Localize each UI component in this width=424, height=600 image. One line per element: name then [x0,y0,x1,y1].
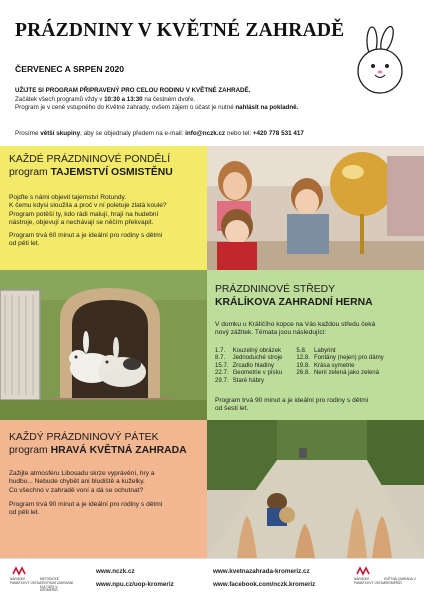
photo-children-golden-ball [207,146,424,270]
link-npu[interactable]: www.npu.cz/uop-kromeriz [96,581,174,588]
schedule-topic [314,377,388,384]
footer-logo-right-unit: KVĚTNÁ ZAHRADA V KROMĚŘÍŽI [384,577,416,585]
schedule-row [215,377,388,384]
schedule-topic: Jednoduché stroje [232,354,283,362]
friday-program: program HRAVÁ KVĚTNÁ ZAHRADA [9,444,187,456]
schedule-row [215,369,388,376]
schedule-topic: Není zelená jako zelená [313,369,379,377]
schedule-topic: Geometrie v písku [232,369,283,377]
monday-heading: KAŽDÉ PRÁZDNINOVÉ PONDĚLÍ [9,154,171,165]
rabbit-mascot-icon [352,26,410,98]
schedule-date: 1.7. [215,347,226,354]
wednesday-schedule [215,347,388,384]
friday-panel [0,420,207,558]
schedule-topic: Fontány (nejen) pro dámy [313,354,384,362]
schedule-topic: Zrcadlo hladiny [232,361,274,369]
photo-garden-bowling [207,420,424,558]
schedule-row [215,347,388,354]
link-nczk[interactable]: www.nczk.cz [96,568,135,575]
schedule-date: 15.7. [215,361,229,369]
wednesday-duration: Program trvá 90 minut a je ideální pro rodiny s dětmi od šesti let. [215,397,369,413]
schedule-topic: Staré hábry [232,376,265,384]
contact-phone: +420 778 531 417 [252,130,304,137]
monday-program: program TAJEMSTVÍ OSMISTĚNU [9,166,173,178]
footer-logo-left-org: NÁRODNÍ PAMÁTKOVÝ ÚSTAV [10,577,41,585]
link-facebook[interactable]: www.facebook.com/nczk.kromeriz [213,581,316,588]
photo-rabbits [0,270,207,420]
wednesday-heading: PRÁZDNINOVÉ STŘEDY [215,284,336,295]
contact-email: info@nczk.cz [185,130,226,137]
schedule-topic: Labyrint [313,347,336,354]
schedule-date: 26.8. [296,369,310,377]
friday-heading: KAŽDÝ PRÁZDNINOVÝ PÁTEK [9,432,159,443]
schedule-row [215,362,388,369]
wednesday-panel [207,270,424,420]
schedule-date: 8.7. [215,354,226,362]
schedule-date: 22.7. [215,369,229,377]
poster-title: PRÁZDNINY V KVĚTNÉ ZAHRADĚ [15,20,345,41]
intro-text: UŽIJTE SI PROGRAM PŘIPRAVENÝ PRO CELOU RODINU V KVĚTNÉ ZAHRADĚ. Začátek všech programů vždy v 10:30 a 13:30 na čestném dvoře. Program je v ceně vstupného do Květné zahrady, ovšem zájem o účast je nutné nahlásit na pokladně. [15,87,299,112]
schedule-date: 19.8. [296,361,310,369]
footer-logo-left-unit: METODICKÉ CENTRUM ZAHRADNÍ KULTURY V KROMĚŘÍŽI [40,577,74,593]
footer-divider [0,558,424,559]
wednesday-description: V domku u Králíčího kopce na Vás každou středu čeká nový zážitek. Témata jsou následující: [215,321,376,337]
schedule-date: 5.8. [296,347,307,354]
schedule-topic: Kouzelný obrázek [232,347,282,354]
monday-description: Pojďte s námi objevit tajemství Rotundy. K čemu kdysi sloužila a proč v ní poletuje zlatá koule? Program potěší ty, kdo rádi malují, hrají na hudební nástroje, objevují a nechávají se něčím překvapit. Program trvá 60 minut a je ideální pro rodiny s dětmi od pěti let. [9,194,167,248]
schedule-date [296,377,314,384]
schedule-topic: Krása symetrie [313,361,355,369]
npu-logo-icon [12,566,26,576]
contact-line: Prosíme větší skupiny, aby se objednaly předem na e-mail: info@nczk.cz nebo tel: +420 778 531 417 [15,130,304,137]
poster-subtitle: ČERVENEC A SRPEN 2020 [15,64,125,74]
monday-panel [0,146,207,270]
schedule-row [215,354,388,361]
link-kvetnazahrada[interactable]: www.kvetnazahrada-kromeriz.cz [213,568,310,575]
wednesday-program: KRÁLÍKOVA ZAHRADNÍ HERNA [215,296,373,308]
schedule-date: 29.7. [215,376,229,384]
friday-description: Zažijte atmosféru Libosadu skrze vyprávění, hry a hudbu... Nebude chybět ani bludiště a kuželky. Co všechno v zahradě voní a dá se ochutnat? Program trvá 90 minut a je ideální pro rodiny s dětmi od pěti let. [9,470,163,517]
footer-logo-right-org: NÁRODNÍ PAMÁTKOVÝ ÚSTAV [354,577,385,585]
schedule-date: 12.8. [296,354,310,362]
npu-logo-icon [356,566,370,576]
